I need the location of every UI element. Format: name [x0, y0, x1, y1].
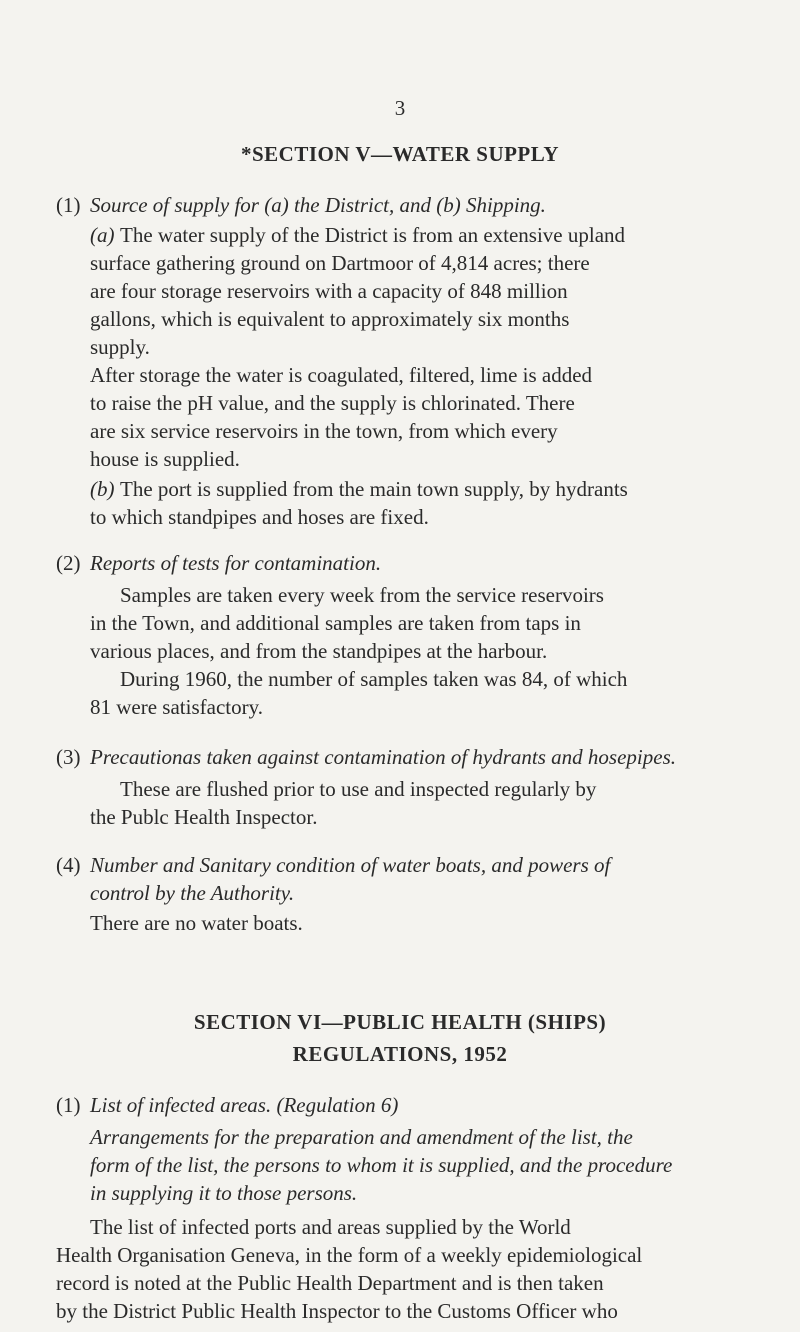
- item1-a-line: to raise the pH value, and the supply is chlorinated. There: [90, 391, 575, 415]
- item1-b-label: (b): [90, 477, 115, 501]
- section-v-heading: *SECTION V—WATER SUPPLY: [240, 142, 560, 166]
- s6-item1-subtitle-line: in supplying it to those persons.: [90, 1181, 358, 1205]
- item1-a-line: After storage the water is coagulated, filtered, lime is added: [90, 363, 593, 387]
- s6-item1-number: (1): [56, 1093, 81, 1117]
- item4-number: (4): [56, 853, 81, 877]
- item1-title: Source of supply for (a) the District, and (b) Shipping.: [90, 193, 546, 217]
- item2-line: Samples are taken every week from the service reservoirs: [120, 583, 604, 607]
- item1-a-line: surface gathering ground on Dartmoor of 4,814 acres; there: [90, 251, 590, 275]
- item2-line: 81 were satisfactory.: [90, 695, 263, 719]
- s6-item1-subtitle-line: form of the list, the persons to whom it is supplied, and the procedure: [90, 1153, 673, 1177]
- section-vi-heading-line2: REGULATIONS, 1952: [292, 1042, 508, 1066]
- item1-a-line: supply.: [90, 335, 150, 359]
- page-number: 3: [394, 96, 406, 120]
- item1-b-line: to which standpipes and hoses are fixed.: [90, 505, 429, 529]
- s6-item1-line: by the District Public Health Inspector to the Customs Officer who: [56, 1299, 618, 1323]
- item4-title-line: Number and Sanitary condition of water boats, and powers of: [90, 853, 611, 877]
- item2-line: in the Town, and additional samples are taken from taps in: [90, 611, 581, 635]
- item1-number: (1): [56, 193, 81, 217]
- item1-a-line: house is supplied.: [90, 447, 240, 471]
- item2-line: various places, and from the standpipes at the harbour.: [90, 639, 548, 663]
- item3-line: These are flushed prior to use and inspected regularly by: [120, 777, 597, 801]
- s6-item1-line: The list of infected ports and areas supplied by the World: [90, 1215, 571, 1239]
- item4-title-line: control by the Authority.: [90, 881, 295, 905]
- item3-number: (3): [56, 745, 81, 769]
- s6-item1-line: Health Organisation Geneva, in the form of a weekly epidemiological: [56, 1243, 643, 1267]
- item2-title: Reports of tests for contamination.: [90, 551, 382, 575]
- item1-b-line: The port is supplied from the main town supply, by hydrants: [120, 477, 628, 501]
- item2-number: (2): [56, 551, 81, 575]
- section-vi-heading-line1: SECTION VI—PUBLIC HEALTH (SHIPS): [193, 1010, 607, 1034]
- s6-item1-subtitle-line: Arrangements for the preparation and amendment of the list, the: [90, 1125, 633, 1149]
- item1-a-line: The water supply of the District is from an extensive upland: [120, 223, 626, 247]
- item1-a-label: (a): [90, 223, 115, 247]
- item1-a-line: gallons, which is equivalent to approximately six months: [90, 307, 570, 331]
- s6-item1-line: record is noted at the Public Health Department and is then taken: [56, 1271, 604, 1295]
- item3-line: the Publc Health Inspector.: [90, 805, 318, 829]
- item2-line: During 1960, the number of samples taken was 84, of which: [120, 667, 628, 691]
- s6-item1-title: List of infected areas. (Regulation 6): [90, 1093, 399, 1117]
- item3-title: Precautionas taken against contamination of hydrants and hosepipes.: [90, 745, 677, 769]
- item1-a-line: are four storage reservoirs with a capacity of 848 million: [90, 279, 568, 303]
- item4-line: There are no water boats.: [90, 911, 303, 935]
- item1-a-line: are six service reservoirs in the town, from which every: [90, 419, 558, 443]
